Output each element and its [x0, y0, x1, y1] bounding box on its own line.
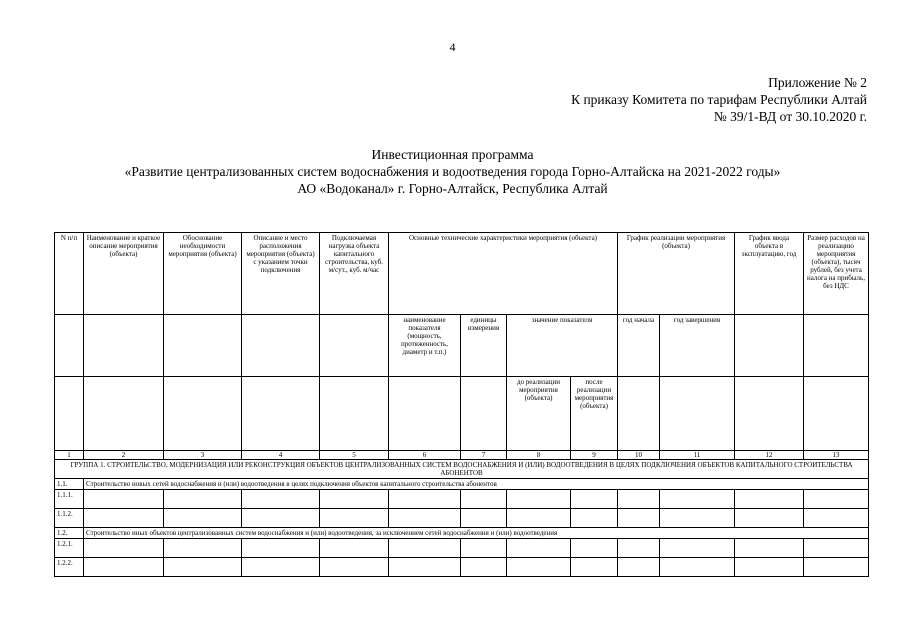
title-line-1: Инвестиционная программа	[371, 147, 534, 162]
appendix-line-2: К приказу Комитета по тарифам Республики Алтай	[571, 92, 867, 107]
header-expenses: Размер расходов на реализацию мероприятия (объекта), тысяч рублей, без учета налога на прибыль, без НДС	[804, 233, 869, 315]
document-title	[0, 146, 905, 197]
header-year-end: год завершения	[660, 315, 735, 377]
table-row	[55, 490, 869, 509]
investment-program-table	[54, 232, 869, 577]
appendix-header	[571, 74, 867, 125]
column-number: 11	[660, 451, 735, 460]
section-title: Строительство новых сетей водоснабжения и (или) водоотведения в целях подключения объектов капитального строительства абонентов	[84, 479, 869, 490]
row-number: 1.1.2.	[55, 509, 84, 528]
header-value-before: до реализации мероприятия (объекта)	[507, 377, 571, 451]
header-tech-characteristics: Основные технические характеристики мероприятия (объекта)	[389, 233, 618, 315]
column-number: 10	[618, 451, 660, 460]
header-schedule: График реализации мероприятия (объекта)	[618, 233, 735, 315]
column-number: 3	[164, 451, 242, 460]
appendix-line-3: № 39/1-ВД от 30.10.2020 г.	[713, 109, 867, 124]
page-number: 4	[449, 40, 456, 54]
column-number: 1	[55, 451, 84, 460]
group-row	[55, 460, 869, 479]
column-number: 7	[461, 451, 507, 460]
column-number: 2	[84, 451, 164, 460]
row-number: 1.2.1.	[55, 539, 84, 558]
header-location: Описание и место расположения мероприятия (объекта) с указанием точки подключения	[242, 233, 320, 315]
column-number: 4	[242, 451, 320, 460]
column-number: 9	[571, 451, 618, 460]
table-row	[55, 509, 869, 528]
column-number: 8	[507, 451, 571, 460]
section-row	[55, 479, 869, 490]
table-row	[55, 539, 869, 558]
appendix-line-1: Приложение № 2	[768, 75, 867, 90]
column-number: 12	[735, 451, 804, 460]
header-year-start: год начала	[618, 315, 660, 377]
section-row	[55, 528, 869, 539]
header-value-after: после реализации мероприятия (объекта)	[571, 377, 618, 451]
header-justification: Обоснование необходимости мероприятия (объекта)	[164, 233, 242, 315]
header-indicator-value: значение показателя	[507, 315, 618, 377]
header-commissioning: График ввода объекта в эксплуатацию, год	[735, 233, 804, 315]
title-line-3: АО «Водоканал» г. Горно-Алтайск, Республика Алтай	[297, 181, 608, 196]
row-number: 1.1.1.	[55, 490, 84, 509]
group-1-heading: ГРУППА 1. СТРОИТЕЛЬСТВО, МОДЕРНИЗАЦИЯ ИЛИ РЕКОНСТРУКЦИЯ ОБЪЕКТОВ ЦЕНТРАЛИЗОВАННЫХ СИСТЕМ ВОДОСНАБЖЕНИЯ И (ИЛИ) ВОДООТВЕДЕНИЯ В ЦЕЛЯХ ПОДКЛЮЧЕНИЯ ОБЪЕКТОВ КАПИТАЛЬНОГО СТРОИТЕЛЬСТВА АБОНЕНТОВ	[55, 460, 869, 479]
header-number: N п/п	[55, 233, 84, 315]
title-line-2: «Развитие централизованных систем водоснабжения и водоотведения города Горно-Алтайска на 2021-2022 годы»	[124, 164, 781, 179]
section-number: 1.1.	[55, 479, 84, 490]
column-number: 13	[804, 451, 869, 460]
section-number: 1.2.	[55, 528, 84, 539]
table-row	[55, 558, 869, 577]
column-numbers-row	[55, 451, 869, 460]
column-number: 6	[389, 451, 461, 460]
header-unit: единицы измерения	[461, 315, 507, 377]
section-title: Строительство иных объектов централизованных систем водоснабжения и (или) водоотведения, за исключением сетей водоснабжения и (или) водоотведения	[84, 528, 869, 539]
column-number: 5	[320, 451, 389, 460]
row-number: 1.2.2.	[55, 558, 84, 577]
header-name: Наименование и краткое описание мероприятия (объекта)	[84, 233, 164, 315]
header-indicator-name: наименование показателя (мощность, протяженность, диаметр и т.п.)	[389, 315, 461, 377]
header-load: Подключаемая нагрузка объекта капитального строительства, куб. м/сут., куб. м/час	[320, 233, 389, 315]
